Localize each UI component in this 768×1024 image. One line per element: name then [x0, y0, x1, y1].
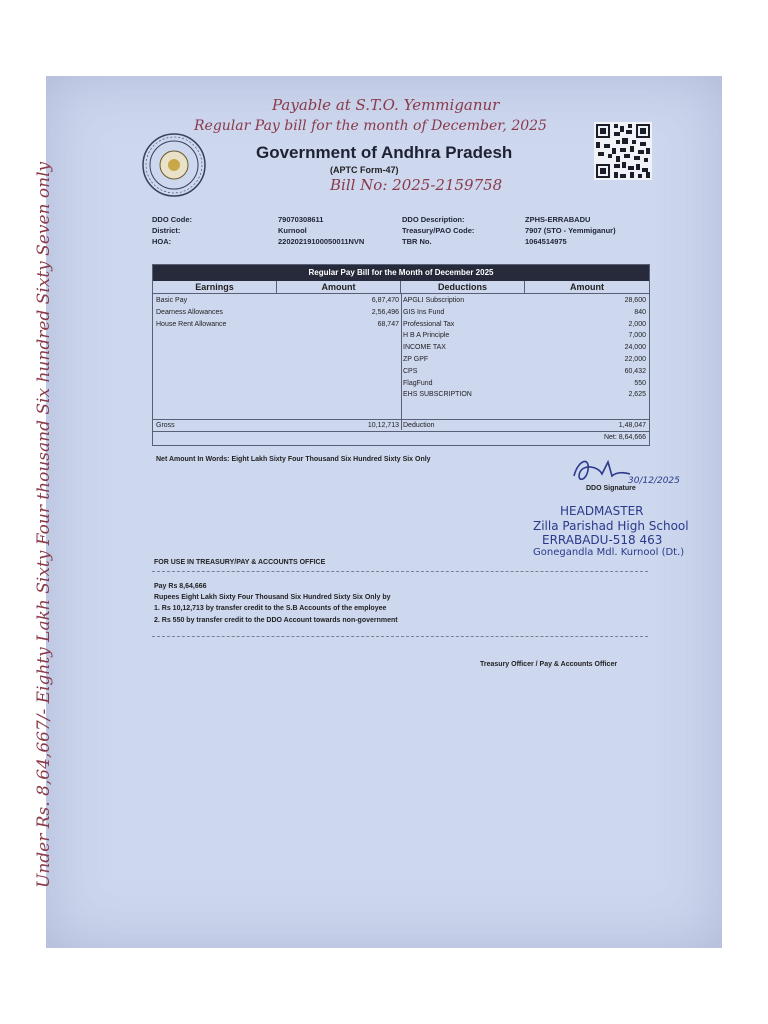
tbr-label: TBR No.: [402, 237, 432, 246]
treasury-section-heading: FOR USE IN TREASURY/PAY & ACCOUNTS OFFICE: [154, 559, 326, 566]
list-item: Professional Tax: [403, 320, 455, 328]
list-item: 28,600: [624, 297, 646, 304]
list-item: ZP GPF: [403, 355, 429, 363]
ddo-description-value: ZPHS-ERRABADU: [525, 215, 591, 224]
qr-code-icon: [594, 122, 652, 180]
pay-bill-document: [34, 76, 722, 948]
treasury-officer-label: Treasury Officer / Pay & Accounts Officer: [480, 661, 618, 668]
list-item: H B A Principle: [403, 332, 450, 340]
treasury-pay-amount: Pay Rs 8,64,666: [154, 583, 207, 590]
earnings-amounts: [313, 295, 399, 330]
district-label: District:: [152, 226, 181, 235]
treasury-credit-item-2: 2. Rs 550 by transfer credit to the DDO Account towards non-government: [154, 617, 398, 624]
ddo-signature-mark: [568, 452, 632, 488]
deduction-total-amount: 1,48,047: [618, 422, 646, 429]
treasury-pay-in-words: Rupees Eight Lakh Sixty Four Thousand Six Hundred Sixty Six Only by: [154, 594, 391, 601]
payable-note: Payable at S.T.O. Yemmiganur: [272, 96, 500, 114]
district-value: Kurnool: [278, 226, 307, 235]
gross-amount: 10,12,713: [367, 422, 399, 429]
pay-bill-table: [152, 264, 650, 446]
net-amount: Net: 8,64,666: [603, 434, 646, 441]
deduction-amounts: [553, 295, 646, 401]
regular-pay-bill-note: Regular Pay bill for the month of December, 2025: [194, 118, 547, 134]
list-item: House Rent Allowance: [156, 320, 227, 328]
list-item: 68,747: [377, 320, 399, 328]
net-amount-in-words: Net Amount In Words: Eight Lakh Sixty Four Thousand Six Hundred Sixty Six Only: [156, 456, 431, 463]
ddo-code-value: 79070308611: [278, 215, 324, 224]
page-title: Government of Andhra Pradesh: [256, 143, 513, 162]
list-item: CPS: [403, 367, 418, 375]
list-item: GIS Ins Fund: [403, 308, 445, 316]
list-item: 2,56,496: [371, 308, 399, 316]
list-item: FlagFund: [403, 379, 433, 387]
ddo-info-values: [278, 214, 364, 247]
deductions-header: Deductions: [401, 281, 525, 294]
list-item: Dearness Allowances: [156, 308, 223, 316]
list-item: 60,432: [624, 367, 646, 375]
earnings-amount-header: Amount: [277, 281, 401, 294]
ddo-description-label: DDO Description:: [402, 215, 465, 224]
earnings-names: [156, 295, 226, 330]
signature-date: 30/12/2025: [628, 476, 680, 486]
treasury-code-label: Treasury/PAO Code:: [402, 226, 475, 235]
list-item: 2,000: [628, 320, 646, 328]
tbr-value: 1064514975: [525, 237, 567, 246]
ddo-info-labels: [152, 214, 192, 247]
list-item: APGLI Subscription: [403, 297, 465, 304]
ddo-code-label: DDO Code:: [152, 215, 192, 224]
list-item: 24,000: [624, 344, 646, 352]
ddo-description-values: [525, 214, 616, 247]
list-item: 550: [634, 379, 646, 387]
headmaster-stamp-address: ERRABADU-518 463: [542, 533, 663, 547]
table-caption: Regular Pay Bill for the Month of December 2025: [153, 265, 649, 281]
deductions-amount-header: Amount: [525, 281, 649, 294]
ddo-signature-label: DDO Signature: [586, 485, 636, 492]
gross-label: Gross: [156, 422, 175, 429]
list-item: 22,000: [624, 355, 646, 363]
list-item: 6,87,470: [371, 297, 399, 304]
list-item: Basic Pay: [156, 297, 188, 304]
list-item: 2,625: [628, 391, 646, 399]
list-item: 840: [634, 308, 646, 316]
ddo-description-labels: [402, 214, 474, 247]
hoa-label: HOA:: [152, 237, 172, 246]
treasury-code-value: 7907 (STO - Yemmiganur): [525, 226, 616, 235]
form-number: (APTC Form-47): [330, 165, 399, 175]
deduction-total-label: Deduction: [403, 422, 435, 429]
earnings-header: Earnings: [153, 281, 277, 294]
list-item: EHS SUBSCRIPTION: [403, 391, 472, 399]
margin-amount-note: Under Rs. 8,64,667/- Eighty Lakh Sixty Four thousand Six hundred Sixty Seven only: [34, 161, 54, 888]
andhra-pradesh-emblem-icon: [140, 131, 208, 199]
deduction-names: [403, 295, 472, 401]
bill-number-note: Bill No: 2025-2159758: [330, 176, 503, 194]
list-item: INCOME TAX: [403, 344, 446, 352]
treasury-credit-item-1: 1. Rs 10,12,713 by transfer credit to the S.B Accounts of the employee: [154, 605, 387, 612]
hoa-value: 22020219100050011NVN: [278, 237, 365, 246]
headmaster-stamp-title: HEADMASTER: [560, 504, 644, 518]
headmaster-stamp-school: Zilla Parishad High School: [533, 519, 689, 533]
list-item: 7,000: [628, 332, 646, 340]
headmaster-stamp-mandal: Gonegandla Mdl. Kurnool (Dt.): [533, 547, 685, 558]
